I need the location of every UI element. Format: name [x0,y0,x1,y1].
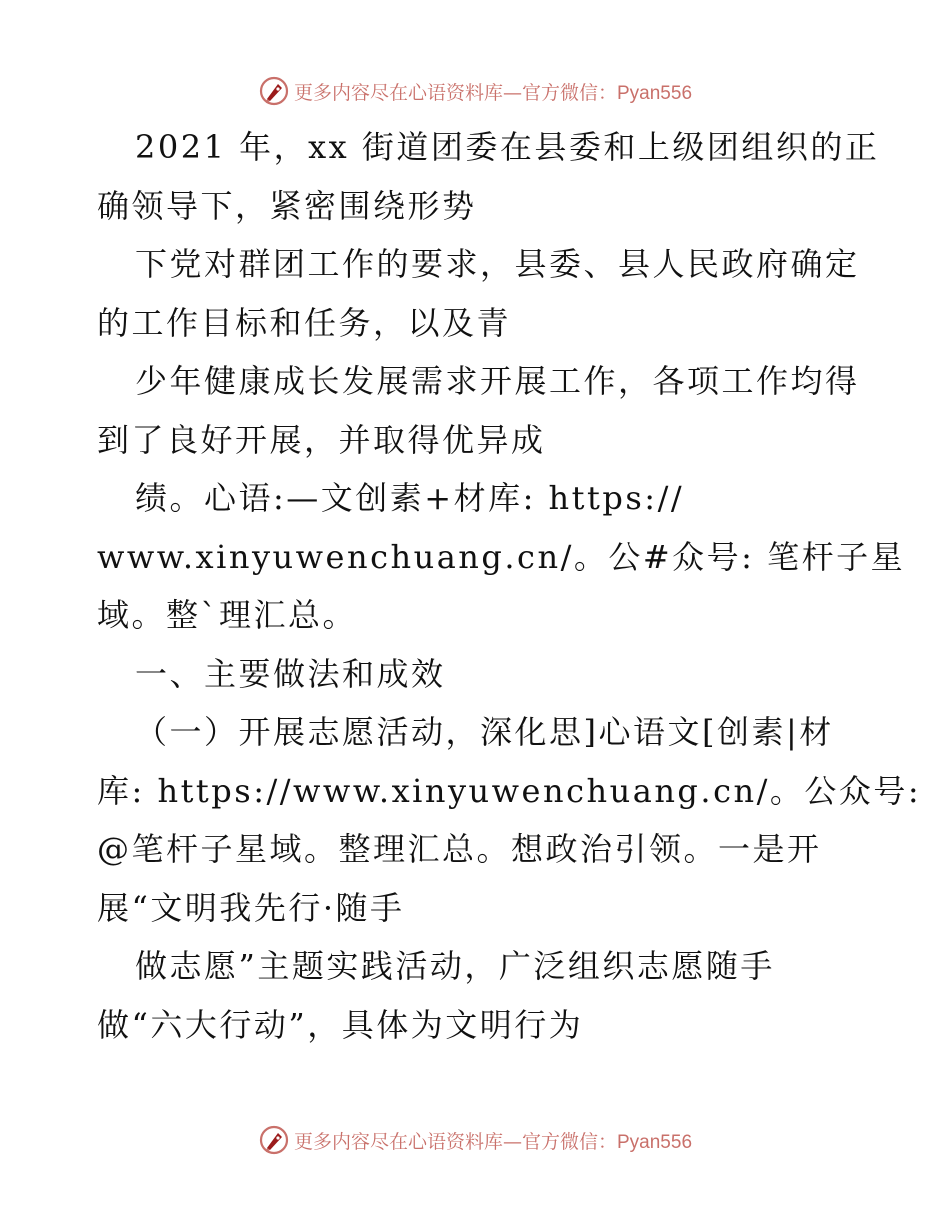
paragraph-line: 的工作目标和任务，以及青 [97,303,512,342]
paragraph-line: 2021 年，xx 街道团委在县委和上级团组织的正 [135,128,880,166]
paragraph-line: www.xinyuwenchuang.cn/。公#众号: 笔杆子星 [97,537,906,576]
paragraph-line: 做“六大行动”，具体为文明行为 [97,1005,584,1044]
paragraph-line: 库: https://www.xinyuwenchuang.cn/。公众号: [97,771,922,810]
paragraph-line: 到了良好开展，并取得优异成 [97,420,546,459]
document-body [97,125,922,1061]
paragraph-line: 做志愿”主题实践活动，广泛组织志愿随手 [135,947,775,985]
watermark-text: 更多内容尽在心语资料库—官方微信：Pyan556 [293,1130,693,1153]
paragraph-line: 展“文明我先行·随手 [97,888,405,927]
watermark-text: 更多内容尽在心语资料库—官方微信：Pyan556 [293,81,693,104]
paragraph-line: @笔杆子星域。整理汇总。想政治引领。一是开 [97,830,822,868]
subsection-heading-line: （一）开展志愿活动，深化思]心语文[创素|材 [135,713,834,751]
footer-watermark-banner [0,1120,950,1160]
paragraph-line: 下党对群团工作的要求，县委、县人民政府确定 [135,245,860,283]
header-watermark-banner [0,71,950,111]
paragraph-line: 少年健康成长发展需求开展工作，各项工作均得 [135,362,860,400]
paragraph-line: 确领导下，紧密围绕形势 [97,186,477,225]
pen-nib-logo-icon [258,1124,290,1156]
pen-nib-logo-icon [258,75,290,107]
paragraph-line: 域。整`理汇总。 [97,596,358,634]
paragraph-line: 绩。心语:—文创素+材库: https:// [135,479,685,517]
section-heading: 一、主要做法和成效 [135,654,446,693]
